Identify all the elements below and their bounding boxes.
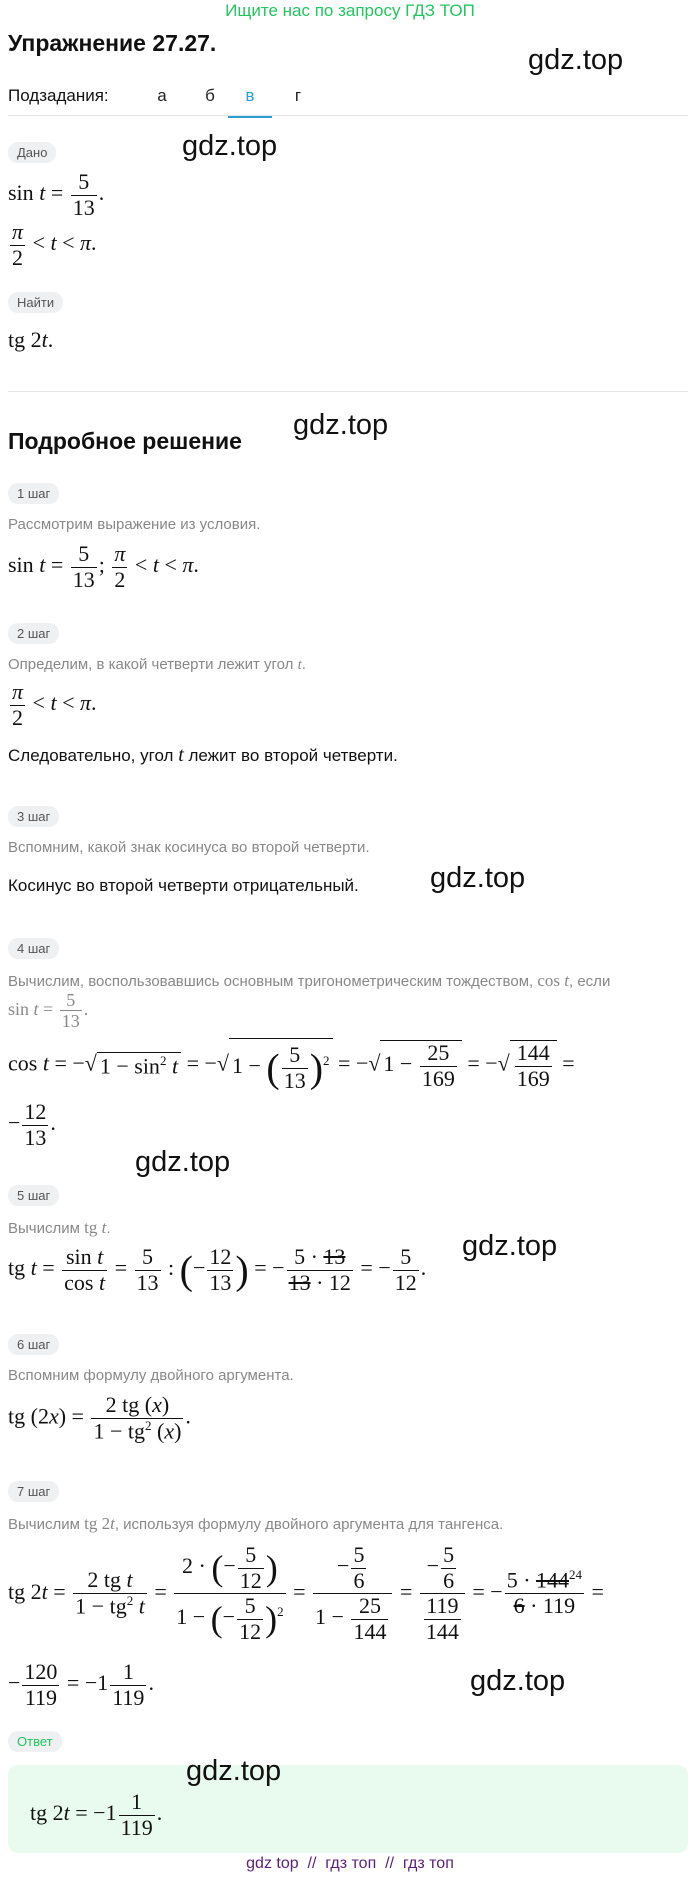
step-4-result: − $\frac{12}{13}$ . <box>8 1099 56 1150</box>
step-note: Вычислим, воспользовавшись основным тригонометрическим тождеством, cos t, если <box>8 971 611 990</box>
step-4-condition: sin t = $\frac{5}{13}$ . <box>8 990 89 1032</box>
step-6-formula: tg (2x) = $\frac{2 tg (x)}{1 - tg^2 (x)}$ . <box>8 1392 191 1443</box>
step-pill: 3 шаг <box>8 806 59 827</box>
step-note: Вспомним, какой знак косинуса во второй четверти. <box>8 839 370 856</box>
watermark: gdz.top <box>462 1230 558 1262</box>
answer-pill: Ответ <box>8 1731 62 1752</box>
tab-g[interactable]: г <box>294 86 302 105</box>
step-pill: 7 шаг <box>8 1481 59 1502</box>
step-note: Вычислим tg 2t, используя формулу двойного аргумента для тангенса. <box>8 1514 504 1533</box>
step-2-formula: $\frac{\pi}{2}$ < t < π. <box>12 679 97 730</box>
exercise-title: Упражнение 27.27. <box>8 30 217 56</box>
tab-a[interactable]: а <box>157 86 167 105</box>
find-formula: tg 2t. <box>8 327 54 352</box>
tab-b[interactable]: б <box>205 86 215 105</box>
answer-formula: tg 2t = −1 $\frac{1}{119}$ . <box>30 1789 163 1840</box>
step-7-result: − $\frac{120}{119}$ = −1 $\frac{1}{119}$ . <box>8 1659 154 1710</box>
step-4-formula: cos t = −√ $1 - \sin^2 t$ = −√ 1 − ( $\frac{5}{13}$ )$^2$ = −√ 1 − $\frac{25}{169}$ = −√ $\frac{144}{169}$ = <box>8 1040 575 1093</box>
divider <box>8 391 688 392</box>
find-pill: Найти <box>8 292 63 313</box>
step-pill: 2 шаг <box>8 623 59 644</box>
given-formula-2: $\frac{\pi}{2}$ < t < π. <box>12 219 97 270</box>
watermark: gdz.top <box>135 1146 231 1178</box>
watermark: gdz.top <box>528 44 624 76</box>
watermark: gdz.top <box>293 409 389 441</box>
step-note: Вспомним формулу двойного аргумента. <box>8 1367 294 1384</box>
step-7-formula: tg 2t = $\frac{\text{2 tg t}}{1 - tg^2 t}$ = 2 · (− $\frac{5}{12}$ ) 1 − (− $\frac{5}{12}$ )$^2$ = − $\frac{5}{6}$ 1 − $\frac{25}{144}$ = − $\frac{5}{6}$ $\frac{119}{144}$ = − $\frac{5 \cdot 144^{24}}{6 \cdot 119}$ = <box>8 1542 604 1644</box>
step-pill: 4 шаг <box>8 938 59 959</box>
given-formula-1: sin t = $\frac{5}{13}$ . <box>8 169 105 220</box>
section-title: Подробное решение <box>8 428 242 454</box>
step-note: Вычислим tg t. <box>8 1218 111 1237</box>
watermark: gdz.top <box>186 1755 282 1787</box>
step-pill: 1 шаг <box>8 483 59 504</box>
divider <box>8 115 688 116</box>
step-pill: 5 шаг <box>8 1185 59 1206</box>
step-note: Рассмотрим выражение из условия. <box>8 516 261 533</box>
watermark: gdz.top <box>470 1665 566 1697</box>
step-note: Определим, в какой четверти лежит угол t. <box>8 656 306 673</box>
watermark: gdz.top <box>182 130 278 162</box>
top-banner[interactable]: Ищите нас по запросу ГДЗ ТОП <box>225 1 475 20</box>
step-text: Следовательно, угол t лежит во второй четверти. <box>8 744 398 766</box>
watermark: gdz.top <box>430 862 526 894</box>
given-pill: Дано <box>8 142 56 163</box>
bottom-links[interactable]: gdz top // гдз топ // гдз топ <box>246 1855 454 1872</box>
step-pill: 6 шаг <box>8 1334 59 1355</box>
step-1-formula: sin t = $\frac{5}{13}$ ; $\frac{\pi}{2}$ < t < π. <box>8 541 199 592</box>
step-5-formula: tg t = $\frac{\text{sin t}}{\text{cos t}}$ = $\frac{5}{13}$ : (− $\frac{12}{13}$ ) = − $\frac{5 \cdot 13}{13 \cdot 12}$ = − $\frac{5}{12}$ . <box>8 1244 427 1295</box>
step-text: Косинус во второй четверти отрицательный. <box>8 876 359 895</box>
tab-v[interactable]: в <box>228 86 272 118</box>
subtasks-label: Подзадания: <box>8 86 109 105</box>
